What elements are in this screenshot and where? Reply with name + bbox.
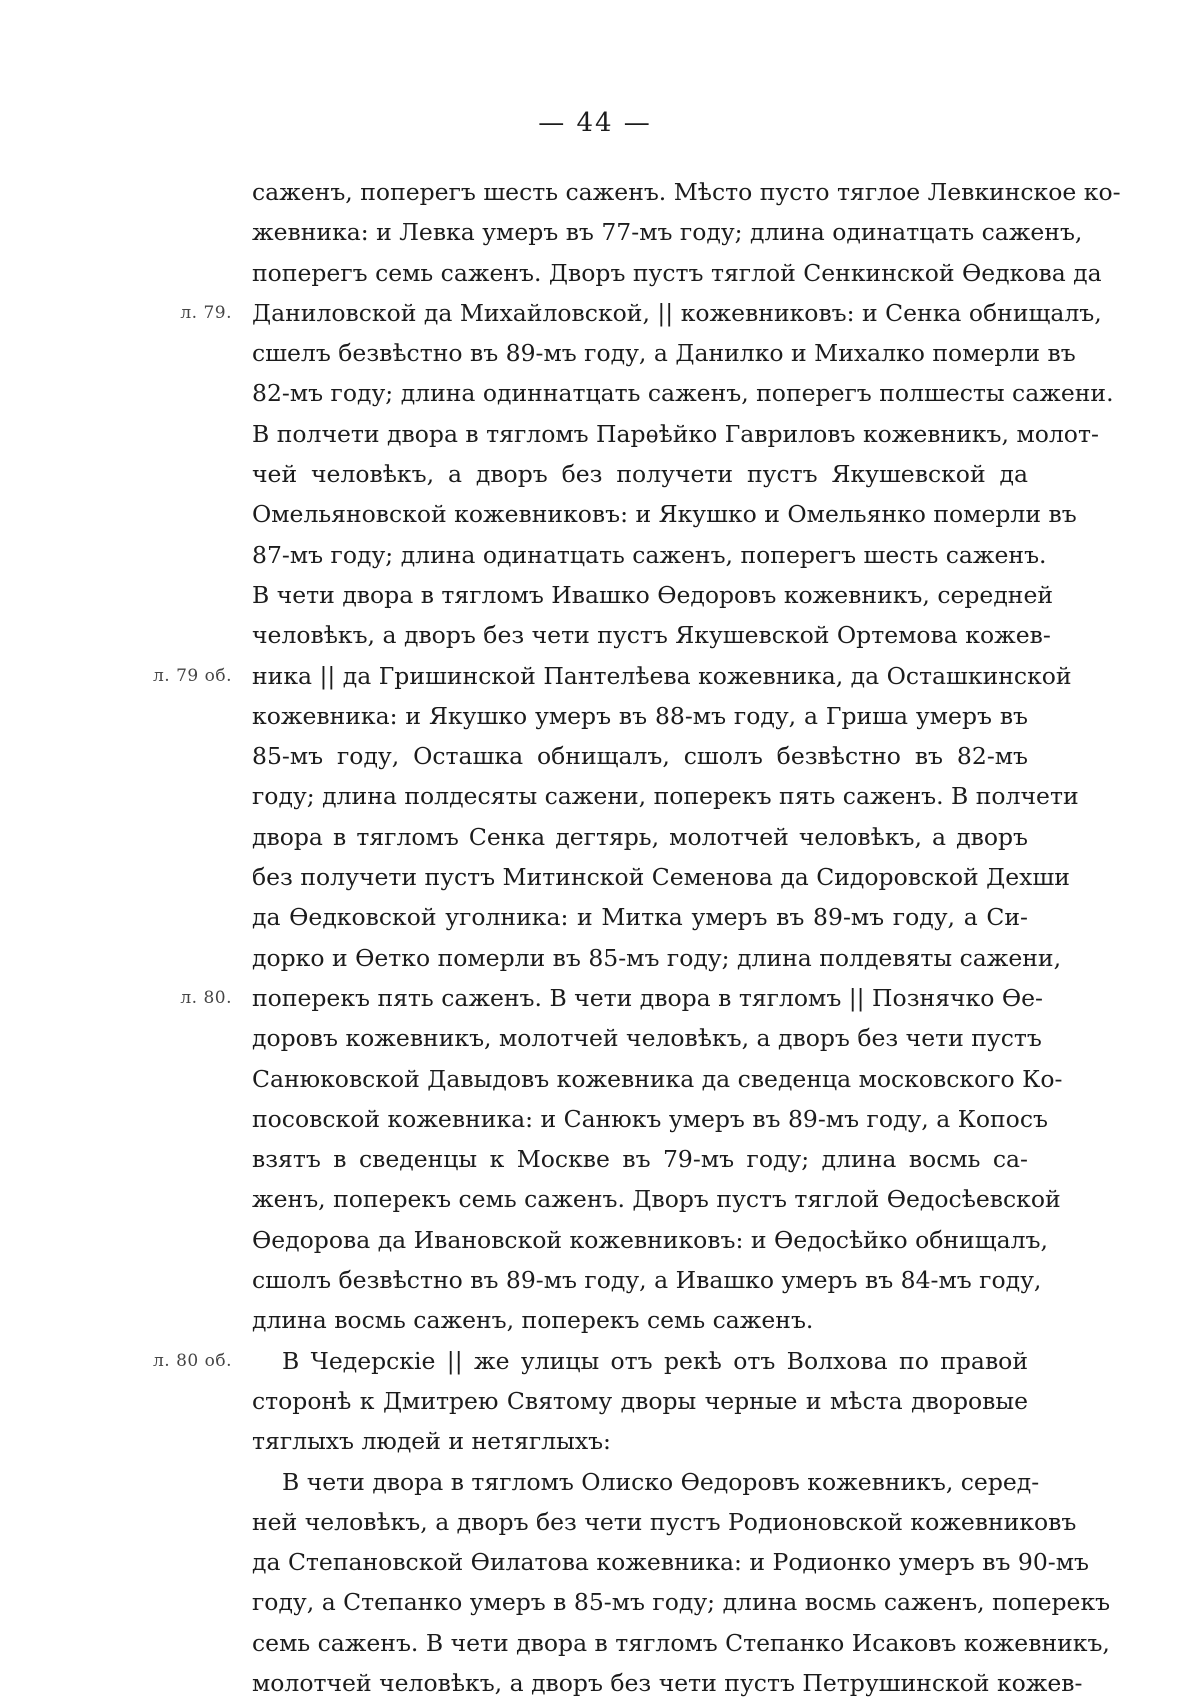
margin-folio-note: л. 79 об. — [152, 665, 232, 686]
margin-folio-note: л. 79. — [180, 302, 232, 323]
text-line-content: сшолъ безвѣстно въ 89-мъ году, а Ивашко умеръ въ 84-мъ году, — [252, 1266, 1042, 1295]
text-line-content: взятъ в сведенцы к Москве въ 79-мъ году; длина восмь са- — [252, 1145, 1028, 1174]
text-line — [252, 575, 1054, 615]
text-line-content: Даниловской да Михайловской, || кожевниковъ: и Сенка обнищалъ, — [252, 298, 1102, 327]
text-line — [252, 1542, 1089, 1582]
text-line — [252, 1260, 1042, 1300]
text-line — [252, 172, 1121, 212]
text-line — [252, 373, 1114, 413]
text-line — [252, 1099, 1048, 1139]
text-line — [252, 1139, 1028, 1179]
text-line — [252, 776, 1079, 816]
text-line — [252, 857, 1070, 897]
text-line-content: посовской кожевника: и Санюкъ умеръ въ 89-мъ году, а Копосъ — [252, 1104, 1048, 1133]
text-line-content: двора в тягломъ Сенка дегтярь, молотчей человѣкъ, а дворъ — [252, 822, 1028, 851]
text-line — [252, 253, 1102, 293]
text-line-content: да Степановской Ѳилатова кожевника: и Родионко умеръ въ 90-мъ — [252, 1548, 1089, 1577]
text-line — [252, 1381, 1028, 1421]
margin-folio-note: л. 80. — [180, 987, 232, 1008]
text-line-content: сторонѣ к Дмитрею Святому дворы черные и мѣста дворовые — [252, 1386, 1028, 1415]
text-line — [252, 615, 1051, 655]
text-line-content: поперегъ семь саженъ. Дворъ пустъ тяглой Сенкинской Ѳедкова да — [252, 258, 1102, 287]
text-line — [252, 817, 1028, 857]
text-line-content: кожевника: и Якушко умеръ въ 88-мъ году, а Гриша умеръ въ — [252, 701, 1028, 730]
text-line-content: доровъ кожевникъ, молотчей человѣкъ, а дворъ без чети пустъ — [252, 1024, 1042, 1053]
text-line — [252, 1179, 1061, 1219]
text-line — [252, 1582, 1111, 1622]
text-line — [180, 293, 1102, 333]
text-line-content: да Ѳедковской уголника: и Митка умеръ въ 89-мъ году, а Си- — [252, 903, 1028, 932]
text-line — [152, 656, 1072, 696]
text-line-content: сшелъ безвѣстно въ 89-мъ году, а Данилко и Михалко померли въ — [252, 339, 1076, 368]
text-line-content: длина восмь саженъ, поперекъ семь саженъ. — [252, 1306, 814, 1335]
text-line-content: 82-мъ году; длина одиннатцать саженъ, поперегъ полшесты сажени. — [252, 379, 1114, 408]
text-line-content: В Чедерскіе || же улицы отъ рекѣ отъ Волхова по правой — [282, 1346, 1028, 1375]
text-line-content: 87-мъ году; длина одинатцать саженъ, поперегъ шесть саженъ. — [252, 540, 1047, 569]
text-line-content: чей человѣкъ, а дворъ без получети пустъ Якушевской да — [252, 460, 1028, 489]
text-line-content: молотчей человѣкъ, а дворъ без чети пустъ Петрушинской кожев- — [252, 1668, 1083, 1697]
text-line-content: дорко и Ѳетко померли въ 85-мъ году; длина полдевяты сажени, — [252, 943, 1062, 972]
text-line — [252, 1663, 1083, 1703]
text-line-content: человѣкъ, а дворъ без чети пустъ Якушевской Ортемова кожев- — [252, 621, 1051, 650]
text-line — [252, 333, 1076, 373]
text-line-content: году, а Степанко умеръ в 85-мъ году; длина восмь саженъ, поперекъ — [252, 1588, 1111, 1617]
text-line — [252, 1220, 1048, 1260]
text-line-content: саженъ, поперегъ шесть саженъ. Мѣсто пусто тяглое Левкинское ко- — [252, 178, 1121, 206]
text-line — [252, 736, 1028, 776]
text-line-content: В чети двора в тягломъ Олиско Ѳедоровъ кожевникъ, серед- — [282, 1467, 1040, 1496]
text-line-content: В чети двора в тягломъ Ивашко Ѳедоровъ кожевникъ, середней — [252, 580, 1054, 609]
text-line-content: Ѳедорова да Ивановской кожевниковъ: и Ѳедосѣйко обнищалъ, — [252, 1225, 1048, 1254]
text-line-content: ней человѣкъ, а дворъ без чети пустъ Родионовской кожевниковъ — [252, 1507, 1077, 1536]
text-line — [252, 1300, 1028, 1340]
text-line — [252, 1018, 1042, 1058]
text-line — [252, 1421, 1028, 1461]
text-line-content: Омельяновской кожевниковъ: и Якушко и Омельянко померли въ — [252, 500, 1077, 529]
text-line-content: жевника: и Левка умеръ въ 77-мъ году; длина одинатцать саженъ, — [252, 218, 1083, 247]
text-block — [152, 172, 1121, 1703]
text-line — [252, 1059, 1063, 1099]
text-line-content: тяглыхъ людей и нетяглыхъ: — [252, 1427, 611, 1456]
text-line — [252, 1462, 1040, 1502]
page-number: — 44 — — [538, 108, 652, 138]
text-line-content: 85-мъ году, Осташка обнищалъ, сшолъ безвѣстно въ 82-мъ — [252, 742, 1028, 771]
text-line-content: году; длина полдесяты сажени, поперекъ пять саженъ. В полчети — [252, 782, 1079, 811]
text-line-content: поперекъ пять саженъ. В чети двора в тягломъ || Познячко Ѳе- — [252, 983, 1043, 1012]
margin-folio-note: л. 80 об. — [152, 1350, 232, 1371]
text-line — [180, 978, 1043, 1018]
text-line-content: В полчети двора в тягломъ Парѳѣйко Гавриловъ кожевникъ, молот- — [252, 419, 1099, 448]
text-line-content: ника || да Гришинской Пантелѣева кожевника, да Осташкинской — [252, 661, 1072, 690]
text-line-content: Санюковской Давыдовъ кожевника да сведенца московского Ко- — [252, 1064, 1063, 1093]
text-line — [252, 938, 1062, 978]
text-line-content: без получети пустъ Митинской Семенова да Сидоровской Дехши — [252, 863, 1070, 892]
text-line — [152, 1341, 1028, 1381]
text-line — [252, 696, 1028, 736]
text-line — [252, 212, 1083, 252]
text-line — [252, 897, 1028, 937]
text-line — [252, 494, 1077, 534]
text-line — [252, 454, 1028, 494]
text-line-content: женъ, поперекъ семь саженъ. Дворъ пустъ тяглой Ѳедосѣевской — [252, 1185, 1061, 1214]
text-line — [252, 535, 1047, 575]
text-line-content: семь саженъ. В чети двора в тягломъ Степанко Исаковъ кожевникъ, — [252, 1628, 1110, 1657]
text-line — [252, 414, 1099, 454]
text-line — [252, 1502, 1077, 1542]
